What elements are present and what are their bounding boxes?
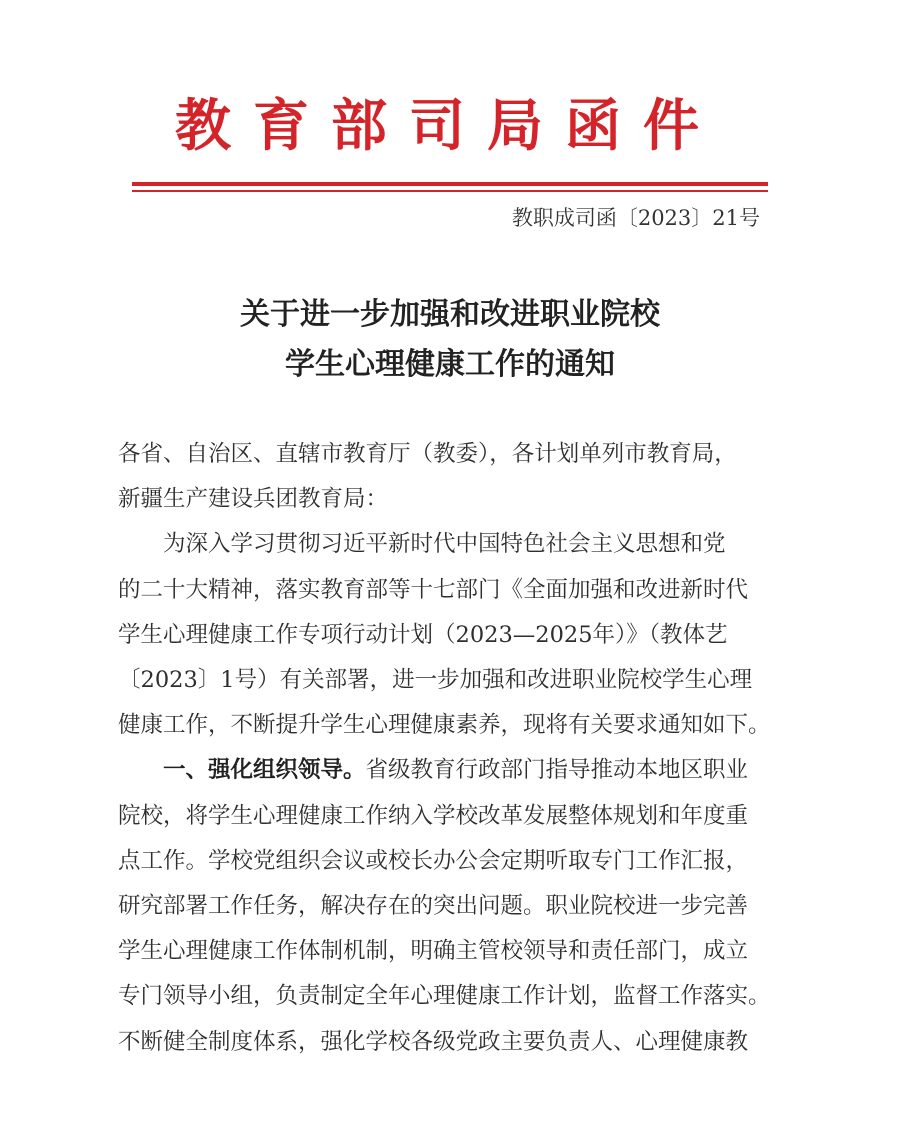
- section-first-line-text: 省级教育行政部门指导推动本地区职业: [365, 757, 749, 784]
- section-line: 院校，将学生心理健康工作纳入学校改革发展整体规划和年度重: [118, 802, 749, 829]
- document-title: [0, 290, 900, 390]
- section-line: 学生心理健康工作体制机制，明确主管校领导和责任部门，成立: [118, 938, 749, 965]
- paragraph-intro-line: 健康工作，不断提升学生心理健康素养，现将有关要求通知如下。: [118, 712, 771, 739]
- document-title-line-2: 学生心理健康工作的通知: [285, 347, 615, 382]
- salutation: [118, 432, 768, 522]
- paragraph-intro-line: 〔2023〕1号）有关部署，进一步加强和改进职业院校学生心理: [118, 667, 753, 694]
- section-heading: 一、强化组织领导。: [163, 757, 366, 784]
- section-line: 不断健全制度体系，强化学校各级党政主要负责人、心理健康教: [118, 1028, 749, 1055]
- letterhead-title: 教育部司局函件: [175, 93, 721, 159]
- section-line: 专门领导小组，负责制定全年心理健康工作计划，监督工作落实。: [118, 983, 771, 1010]
- document-title-line-1: 关于进一步加强和改进职业院校: [240, 297, 660, 332]
- section-line: 点工作。学校党组织会议或校长办公会定期听取专门工作汇报，: [118, 847, 749, 874]
- document-body: [118, 432, 771, 1065]
- section-organization-leadership: [118, 748, 771, 1064]
- section-first-line: [118, 748, 768, 793]
- paragraph-intro-line: 的二十大精神，落实教育部等十七部门《全面加强和改进新时代: [118, 576, 749, 603]
- salutation-line-1: 各省、自治区、直辖市教育厅（教委），各计划单列市教育局，: [118, 441, 737, 467]
- paragraph-intro-line: 为深入学习贯彻习近平新时代中国特色社会主义思想和党: [163, 531, 726, 558]
- section-line: 研究部署工作任务，解决存在的突出问题。职业院校进一步完善: [118, 893, 749, 920]
- letterhead-red-rule-thin: [132, 190, 768, 192]
- letterhead-red-rule-thick: [132, 182, 768, 186]
- paragraph-intro-line: 学生心理健康工作专项行动计划（2023—2025年）》（教体艺: [118, 621, 728, 648]
- salutation-line-2: 新疆生产建设兵团教育局：: [118, 486, 389, 513]
- document-number: 教职成司函〔2023〕21号: [511, 206, 760, 230]
- paragraph-intro: [118, 522, 771, 748]
